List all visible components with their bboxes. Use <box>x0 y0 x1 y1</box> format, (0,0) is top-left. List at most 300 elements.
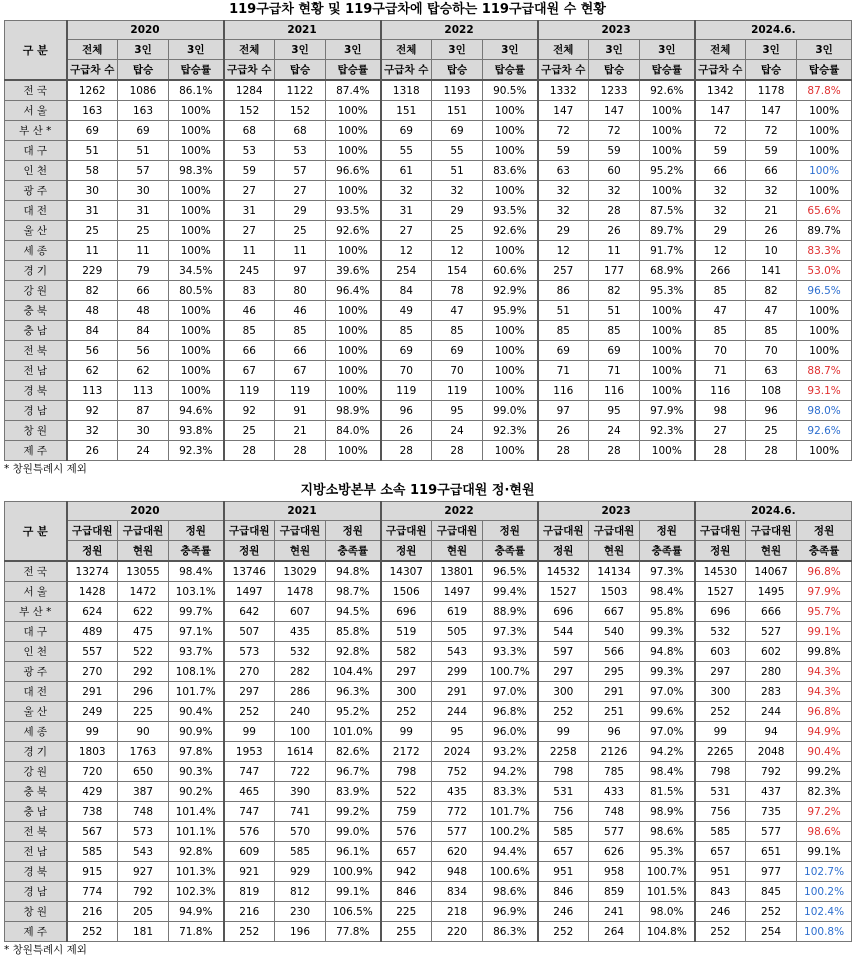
value-cell: 435 <box>432 782 483 802</box>
region-cell: 인 천 <box>5 161 67 181</box>
value-cell: 98.0% <box>797 401 852 421</box>
value-cell: 25 <box>118 221 169 241</box>
value-cell: 597 <box>538 642 589 662</box>
value-cell: 29 <box>275 201 326 221</box>
value-cell: 152 <box>275 101 326 121</box>
value-cell: 92 <box>224 401 275 421</box>
value-cell: 100% <box>797 181 852 201</box>
value-cell: 46 <box>224 301 275 321</box>
value-cell: 32 <box>695 201 746 221</box>
value-cell: 90.9% <box>169 722 224 742</box>
value-cell: 977 <box>746 862 797 882</box>
value-cell: 96.9% <box>483 902 538 922</box>
value-cell: 99.4% <box>483 582 538 602</box>
value-cell: 772 <box>432 802 483 822</box>
value-cell: 69 <box>118 121 169 141</box>
value-cell: 68 <box>275 121 326 141</box>
table-row <box>5 662 852 682</box>
value-cell: 94.8% <box>326 561 381 582</box>
table-row <box>5 321 852 341</box>
value-cell: 81.5% <box>640 782 695 802</box>
column-header: 탑승률 <box>797 60 852 81</box>
region-cell: 전 국 <box>5 561 67 582</box>
value-cell: 100% <box>169 141 224 161</box>
table-row <box>5 261 852 281</box>
value-cell: 100% <box>640 381 695 401</box>
value-cell: 82.6% <box>326 742 381 762</box>
value-cell: 99.2% <box>797 762 852 782</box>
table-row <box>5 141 852 161</box>
value-cell: 49 <box>381 301 432 321</box>
value-cell: 225 <box>381 902 432 922</box>
value-cell: 71.8% <box>169 922 224 942</box>
value-cell: 101.0% <box>326 722 381 742</box>
column-header: 정원 <box>169 521 224 541</box>
value-cell: 27 <box>224 221 275 241</box>
value-cell: 86.1% <box>169 80 224 101</box>
value-cell: 61 <box>381 161 432 181</box>
value-cell: 2126 <box>589 742 640 762</box>
value-cell: 951 <box>695 862 746 882</box>
value-cell: 87.5% <box>640 201 695 221</box>
column-header: 구급대원 <box>538 521 589 541</box>
value-cell: 100% <box>483 121 538 141</box>
value-cell: 585 <box>275 842 326 862</box>
value-cell: 98.9% <box>326 401 381 421</box>
value-cell: 91.7% <box>640 241 695 261</box>
value-cell: 30 <box>118 181 169 201</box>
value-cell: 834 <box>432 882 483 902</box>
value-cell: 91 <box>275 401 326 421</box>
value-cell: 622 <box>118 602 169 622</box>
value-cell: 30 <box>67 181 118 201</box>
table1-title: 119구급차 현황 및 119구급차에 탑승하는 119구급대원 수 현황 <box>229 2 606 17</box>
value-cell: 915 <box>67 862 118 882</box>
value-cell: 252 <box>224 922 275 942</box>
value-cell: 78 <box>432 281 483 301</box>
value-cell: 97.0% <box>483 682 538 702</box>
value-cell: 95 <box>432 401 483 421</box>
value-cell: 11 <box>224 241 275 261</box>
value-cell: 257 <box>538 261 589 281</box>
column-header: 구급대원 <box>275 521 326 541</box>
table-row <box>5 642 852 662</box>
column-header: 정원 <box>224 541 275 562</box>
value-cell: 602 <box>746 642 797 662</box>
value-cell: 28 <box>432 441 483 461</box>
value-cell: 929 <box>275 862 326 882</box>
value-cell: 266 <box>695 261 746 281</box>
table-row <box>5 281 852 301</box>
value-cell: 100% <box>797 121 852 141</box>
value-cell: 163 <box>67 101 118 121</box>
value-cell: 100% <box>326 181 381 201</box>
column-header: 구급대원 <box>746 521 797 541</box>
value-cell: 667 <box>589 602 640 622</box>
value-cell: 846 <box>381 882 432 902</box>
value-cell: 291 <box>67 682 118 702</box>
value-cell: 94.2% <box>640 742 695 762</box>
value-cell: 28 <box>538 441 589 461</box>
value-cell: 32 <box>432 181 483 201</box>
value-cell: 100% <box>169 341 224 361</box>
region-cell: 충 남 <box>5 802 67 822</box>
value-cell: 741 <box>275 802 326 822</box>
value-cell: 21 <box>746 201 797 221</box>
value-cell: 28 <box>589 201 640 221</box>
value-cell: 14134 <box>589 561 640 582</box>
value-cell: 70 <box>746 341 797 361</box>
value-cell: 100% <box>326 101 381 121</box>
table-row <box>5 361 852 381</box>
value-cell: 62 <box>67 361 118 381</box>
value-cell: 25 <box>224 421 275 441</box>
value-cell: 1497 <box>432 582 483 602</box>
value-cell: 220 <box>432 922 483 942</box>
value-cell: 106.5% <box>326 902 381 922</box>
value-cell: 286 <box>275 682 326 702</box>
value-cell: 100.2% <box>483 822 538 842</box>
value-cell: 95.3% <box>640 281 695 301</box>
column-header: 구급차 수 <box>538 60 589 81</box>
value-cell: 94.5% <box>326 602 381 622</box>
value-cell: 100% <box>797 101 852 121</box>
value-cell: 532 <box>275 642 326 662</box>
value-cell: 100% <box>169 301 224 321</box>
value-cell: 28 <box>589 441 640 461</box>
value-cell: 297 <box>381 662 432 682</box>
value-cell: 280 <box>746 662 797 682</box>
column-header: 3인 <box>640 40 695 60</box>
year-header: 2022 <box>381 21 538 40</box>
value-cell: 252 <box>67 922 118 942</box>
table-row <box>5 742 852 762</box>
column-header: 구급차 수 <box>381 60 432 81</box>
value-cell: 100% <box>797 321 852 341</box>
value-cell: 88.9% <box>483 602 538 622</box>
value-cell: 13801 <box>432 561 483 582</box>
value-cell: 94.8% <box>640 642 695 662</box>
value-cell: 85 <box>381 321 432 341</box>
value-cell: 95.7% <box>797 602 852 622</box>
value-cell: 85 <box>432 321 483 341</box>
value-cell: 696 <box>538 602 589 622</box>
value-cell: 31 <box>224 201 275 221</box>
value-cell: 756 <box>695 802 746 822</box>
value-cell: 437 <box>746 782 797 802</box>
value-cell: 12 <box>432 241 483 261</box>
value-cell: 100 <box>275 722 326 742</box>
region-cell: 전 북 <box>5 341 67 361</box>
value-cell: 244 <box>746 702 797 722</box>
value-cell: 90 <box>118 722 169 742</box>
value-cell: 792 <box>746 762 797 782</box>
value-cell: 246 <box>695 902 746 922</box>
value-cell: 51 <box>67 141 118 161</box>
value-cell: 92.3% <box>483 421 538 441</box>
value-cell: 246 <box>538 902 589 922</box>
value-cell: 100% <box>326 381 381 401</box>
value-cell: 10 <box>746 241 797 261</box>
value-cell: 585 <box>538 822 589 842</box>
value-cell: 1497 <box>224 582 275 602</box>
column-header: 충족률 <box>169 541 224 562</box>
value-cell: 29 <box>432 201 483 221</box>
value-cell: 942 <box>381 862 432 882</box>
value-cell: 1318 <box>381 80 432 101</box>
table-row <box>5 782 852 802</box>
value-cell: 29 <box>695 221 746 241</box>
value-cell: 845 <box>746 882 797 902</box>
value-cell: 14532 <box>538 561 589 582</box>
value-cell: 95 <box>589 401 640 421</box>
value-cell: 620 <box>432 842 483 862</box>
value-cell: 100% <box>483 241 538 261</box>
value-cell: 119 <box>381 381 432 401</box>
value-cell: 85 <box>275 321 326 341</box>
value-cell: 1953 <box>224 742 275 762</box>
region-cell: 대 전 <box>5 201 67 221</box>
value-cell: 24 <box>589 421 640 441</box>
value-cell: 71 <box>538 361 589 381</box>
value-cell: 657 <box>381 842 432 862</box>
value-cell: 557 <box>67 642 118 662</box>
column-header: 정원 <box>695 541 746 562</box>
value-cell: 101.1% <box>169 822 224 842</box>
value-cell: 216 <box>224 902 275 922</box>
value-cell: 573 <box>118 822 169 842</box>
value-cell: 433 <box>589 782 640 802</box>
value-cell: 93.1% <box>797 381 852 401</box>
value-cell: 63 <box>746 361 797 381</box>
value-cell: 103.1% <box>169 582 224 602</box>
value-cell: 69 <box>381 121 432 141</box>
value-cell: 101.7% <box>483 802 538 822</box>
value-cell: 576 <box>381 822 432 842</box>
table-row <box>5 241 852 261</box>
value-cell: 241 <box>589 902 640 922</box>
value-cell: 1332 <box>538 80 589 101</box>
value-cell: 759 <box>381 802 432 822</box>
ambulance-status-table <box>4 20 852 461</box>
table-row <box>5 702 852 722</box>
value-cell: 254 <box>381 261 432 281</box>
value-cell: 79 <box>118 261 169 281</box>
value-cell: 60.6% <box>483 261 538 281</box>
value-cell: 97.8% <box>169 742 224 762</box>
value-cell: 252 <box>538 922 589 942</box>
table2-title: 지방소방본부 소속 119구급대원 정·현원 <box>300 483 535 498</box>
value-cell: 87.4% <box>326 80 381 101</box>
value-cell: 69 <box>538 341 589 361</box>
value-cell: 735 <box>746 802 797 822</box>
value-cell: 252 <box>695 702 746 722</box>
value-cell: 25 <box>275 221 326 241</box>
value-cell: 27 <box>224 181 275 201</box>
column-header: 3인 <box>118 40 169 60</box>
value-cell: 94.4% <box>483 842 538 862</box>
column-header: 정원 <box>483 521 538 541</box>
value-cell: 13055 <box>118 561 169 582</box>
value-cell: 100% <box>326 121 381 141</box>
value-cell: 577 <box>746 822 797 842</box>
value-cell: 97.9% <box>640 401 695 421</box>
region-cell: 대 구 <box>5 622 67 642</box>
value-cell: 84.0% <box>326 421 381 441</box>
value-cell: 53.0% <box>797 261 852 281</box>
value-cell: 98.7% <box>326 582 381 602</box>
year-header: 2020 <box>67 502 224 521</box>
region-cell: 경 기 <box>5 261 67 281</box>
value-cell: 100% <box>326 321 381 341</box>
value-cell: 1122 <box>275 80 326 101</box>
value-cell: 83.3% <box>483 782 538 802</box>
value-cell: 747 <box>224 802 275 822</box>
table-row <box>5 862 852 882</box>
value-cell: 100.6% <box>483 862 538 882</box>
value-cell: 39.6% <box>326 261 381 281</box>
table-row <box>5 622 852 642</box>
value-cell: 119 <box>275 381 326 401</box>
region-cell: 전 국 <box>5 80 67 101</box>
value-cell: 93.5% <box>483 201 538 221</box>
column-header: 3인 <box>275 40 326 60</box>
value-cell: 100% <box>483 321 538 341</box>
value-cell: 83.3% <box>797 241 852 261</box>
value-cell: 28 <box>381 441 432 461</box>
value-cell: 92.3% <box>169 441 224 461</box>
value-cell: 101.5% <box>640 882 695 902</box>
value-cell: 97 <box>275 261 326 281</box>
table-row <box>5 101 852 121</box>
value-cell: 100% <box>483 181 538 201</box>
value-cell: 819 <box>224 882 275 902</box>
value-cell: 102.7% <box>797 862 852 882</box>
value-cell: 93.5% <box>326 201 381 221</box>
value-cell: 252 <box>224 702 275 722</box>
value-cell: 720 <box>67 762 118 782</box>
value-cell: 93.3% <box>483 642 538 662</box>
value-cell: 300 <box>381 682 432 702</box>
value-cell: 95.9% <box>483 301 538 321</box>
value-cell: 98.6% <box>797 822 852 842</box>
value-cell: 100.9% <box>326 862 381 882</box>
value-cell: 570 <box>275 822 326 842</box>
value-cell: 31 <box>381 201 432 221</box>
value-cell: 92 <box>67 401 118 421</box>
value-cell: 86.3% <box>483 922 538 942</box>
column-header: 정원 <box>640 521 695 541</box>
column-header: 구급차 수 <box>224 60 275 81</box>
value-cell: 543 <box>432 642 483 662</box>
value-cell: 752 <box>432 762 483 782</box>
region-cell: 강 원 <box>5 762 67 782</box>
value-cell: 100% <box>326 141 381 161</box>
value-cell: 696 <box>695 602 746 622</box>
value-cell: 297 <box>695 662 746 682</box>
value-cell: 96.8% <box>797 702 852 722</box>
value-cell: 98.4% <box>169 561 224 582</box>
value-cell: 958 <box>589 862 640 882</box>
value-cell: 56 <box>67 341 118 361</box>
value-cell: 100% <box>640 181 695 201</box>
value-cell: 96.8% <box>483 702 538 722</box>
column-header: 탑승 <box>432 60 483 81</box>
value-cell: 573 <box>224 642 275 662</box>
value-cell: 98.4% <box>640 762 695 782</box>
value-cell: 475 <box>118 622 169 642</box>
value-cell: 69 <box>381 341 432 361</box>
value-cell: 465 <box>224 782 275 802</box>
value-cell: 96.1% <box>326 842 381 862</box>
value-cell: 147 <box>695 101 746 121</box>
value-cell: 666 <box>746 602 797 622</box>
value-cell: 86 <box>538 281 589 301</box>
value-cell: 101.4% <box>169 802 224 822</box>
value-cell: 83.9% <box>326 782 381 802</box>
value-cell: 85 <box>695 281 746 301</box>
value-cell: 100% <box>483 341 538 361</box>
value-cell: 99.8% <box>797 642 852 662</box>
value-cell: 951 <box>538 862 589 882</box>
region-cell: 대 전 <box>5 682 67 702</box>
value-cell: 624 <box>67 602 118 622</box>
value-cell: 1506 <box>381 582 432 602</box>
value-cell: 101.7% <box>169 682 224 702</box>
value-cell: 99.3% <box>640 622 695 642</box>
table2-footnote: * 창원특례시 제외 <box>4 944 87 956</box>
value-cell: 300 <box>695 682 746 702</box>
column-header: 탑승률 <box>326 60 381 81</box>
value-cell: 154 <box>432 261 483 281</box>
value-cell: 12 <box>695 241 746 261</box>
value-cell: 85.8% <box>326 622 381 642</box>
value-cell: 96 <box>589 722 640 742</box>
value-cell: 108 <box>746 381 797 401</box>
column-header: 전체 <box>67 40 118 60</box>
value-cell: 66 <box>746 161 797 181</box>
value-cell: 51 <box>118 141 169 161</box>
value-cell: 657 <box>538 842 589 862</box>
region-cell: 부 산 * <box>5 602 67 622</box>
value-cell: 108.1% <box>169 662 224 682</box>
value-cell: 100% <box>797 341 852 361</box>
value-cell: 177 <box>589 261 640 281</box>
value-cell: 92.6% <box>640 80 695 101</box>
column-header: 구급대원 <box>118 521 169 541</box>
table-row <box>5 421 852 441</box>
value-cell: 27 <box>695 421 746 441</box>
value-cell: 99 <box>695 722 746 742</box>
value-cell: 82 <box>746 281 797 301</box>
value-cell: 99 <box>224 722 275 742</box>
value-cell: 100% <box>169 101 224 121</box>
value-cell: 1527 <box>695 582 746 602</box>
region-cell: 광 주 <box>5 662 67 682</box>
table-row <box>5 181 852 201</box>
value-cell: 291 <box>432 682 483 702</box>
value-cell: 92.8% <box>326 642 381 662</box>
year-header: 2022 <box>381 502 538 521</box>
region-cell: 제 주 <box>5 441 67 461</box>
value-cell: 97.1% <box>169 622 224 642</box>
value-cell: 300 <box>538 682 589 702</box>
value-cell: 55 <box>432 141 483 161</box>
table-row <box>5 121 852 141</box>
value-cell: 1803 <box>67 742 118 762</box>
value-cell: 927 <box>118 862 169 882</box>
column-header: 현원 <box>118 541 169 562</box>
